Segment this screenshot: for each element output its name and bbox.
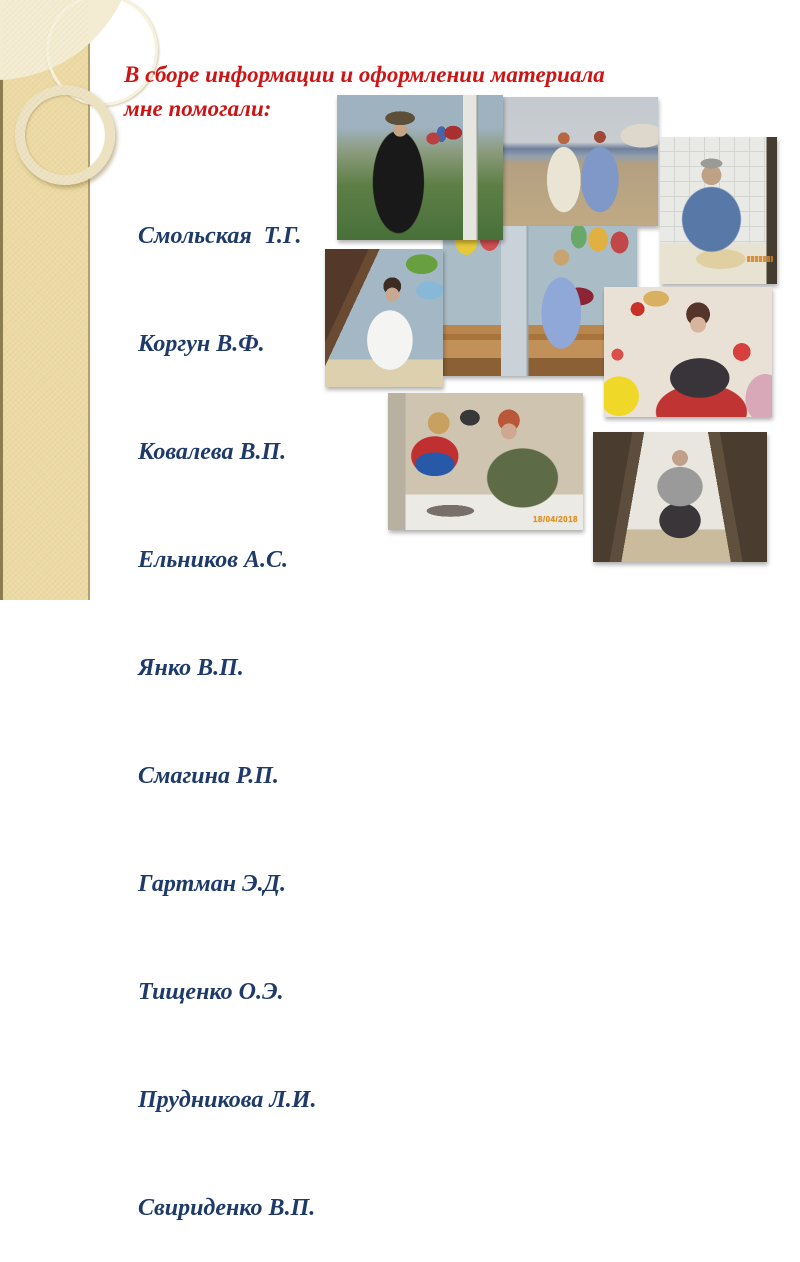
list-item: Тищенко О.Э. xyxy=(138,979,284,1005)
photo-man-by-trees xyxy=(593,432,767,562)
decorative-sidebar xyxy=(0,0,90,600)
date-stamp-blur xyxy=(747,256,773,262)
photo-woman-at-desk xyxy=(325,249,443,387)
date-stamp: 18/04/2018 xyxy=(532,515,578,524)
list-item: Смагина Р.П. xyxy=(138,763,279,789)
photo-man-reading-book xyxy=(660,137,777,284)
list-item: Прудникова Л.И. xyxy=(138,1087,317,1113)
list-item: Янко В.П. xyxy=(138,655,244,681)
list-item: Свириденко В.П. xyxy=(138,1195,316,1221)
photo-two-women-street xyxy=(501,97,658,226)
list-item: Коргун В.Ф. xyxy=(138,331,265,357)
sidebar-thick-ring xyxy=(15,85,115,185)
list-item: Гартман Э.Д. xyxy=(138,871,287,897)
helpers-name-list xyxy=(138,146,316,1262)
photo-woman-red-dress xyxy=(604,287,772,417)
photo-boy-and-grandma xyxy=(388,393,583,530)
slide-title-line2: мне помогали: xyxy=(124,96,272,121)
list-item: Смольская Т.Г. xyxy=(138,223,302,249)
list-item: Ельников А.С. xyxy=(138,547,288,573)
list-item: Ковалева В.П. xyxy=(138,439,287,465)
slide-title-line1: В сборе информации и оформлении материала xyxy=(124,62,605,87)
photo-veteran-outdoors xyxy=(337,95,503,240)
